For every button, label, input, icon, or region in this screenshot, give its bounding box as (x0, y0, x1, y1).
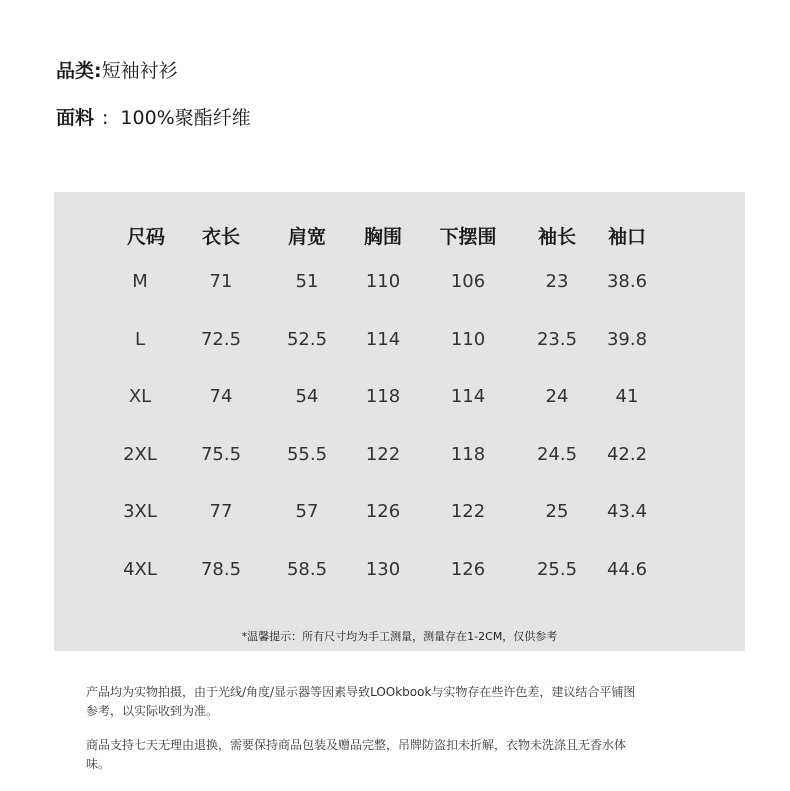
cell-cuff: 42.2 (606, 444, 648, 465)
category-line (56, 59, 178, 83)
cell-sleeve: 24 (545, 386, 569, 407)
cell-chest: 110 (365, 271, 401, 292)
header-sleeve: 袖长 (537, 226, 577, 248)
fabric-label: 面料 (56, 107, 95, 129)
cell-shoulder: 51 (295, 271, 319, 292)
cell-length: 74 (209, 386, 233, 407)
cell-hem: 118 (450, 444, 486, 465)
cell-size: 4XL (123, 559, 157, 580)
cell-chest: 118 (365, 386, 401, 407)
cell-cuff: 43.4 (606, 501, 648, 522)
header-hem: 下摆围 (439, 226, 497, 248)
cell-hem: 122 (450, 501, 486, 522)
cell-size: XL (128, 386, 152, 407)
cell-length: 77 (209, 501, 233, 522)
cell-shoulder: 55.5 (286, 444, 328, 465)
cell-hem: 110 (450, 329, 486, 350)
measurement-tip: *温馨提示：所有尺寸均为手工测量，测量存在1-2CM，仅供参考 (241, 630, 558, 643)
cell-size: L (134, 329, 146, 350)
header-size: 尺码 (126, 226, 166, 248)
cell-length: 71 (209, 271, 233, 292)
cell-size: 2XL (123, 444, 157, 465)
cell-length: 75.5 (200, 444, 242, 465)
cell-shoulder: 57 (295, 501, 319, 522)
fabric-separator: : (102, 107, 109, 129)
cell-sleeve: 25 (545, 501, 569, 522)
cell-sleeve: 24.5 (536, 444, 578, 465)
cell-chest: 126 (365, 501, 401, 522)
cell-chest: 130 (365, 559, 401, 580)
cell-length: 78.5 (200, 559, 242, 580)
cell-size: 3XL (123, 501, 157, 522)
cell-cuff: 41 (615, 386, 639, 407)
cell-hem: 106 (450, 271, 486, 292)
cell-length: 72.5 (200, 329, 242, 350)
header-chest: 胸围 (363, 226, 403, 248)
cell-cuff: 44.6 (606, 559, 648, 580)
fabric-value: 100%聚酯纤维 (120, 107, 251, 129)
cell-chest: 114 (365, 329, 401, 350)
header-length: 衣长 (201, 226, 241, 248)
cell-hem: 114 (450, 386, 486, 407)
color-disclaimer-note: 产品均为实物拍摄，由于光线/角度/显示器等因素导致LOOkbook与实物存在些许色差，建议结合平铺图参考，以实际收到为准。 (86, 685, 636, 718)
fabric-line (56, 106, 251, 130)
cell-cuff: 38.6 (606, 271, 648, 292)
return-policy-note: 商品支持七天无理由退换，需要保持商品包装及赠品完整，吊牌防盗扣未折解，衣物未洗涤且无香水体味。 (86, 738, 627, 771)
header-cuff: 袖口 (607, 226, 647, 248)
cell-chest: 122 (365, 444, 401, 465)
cell-shoulder: 58.5 (286, 559, 328, 580)
header-shoulder: 肩宽 (287, 226, 327, 248)
cell-hem: 126 (450, 559, 486, 580)
cell-cuff: 39.8 (606, 329, 648, 350)
size-chart-panel (54, 192, 745, 651)
category-value: 短袖衬衫 (101, 60, 178, 82)
cell-shoulder: 52.5 (286, 329, 328, 350)
cell-size: M (132, 271, 148, 292)
cell-shoulder: 54 (295, 386, 319, 407)
cell-sleeve: 25.5 (536, 559, 578, 580)
cell-sleeve: 23.5 (536, 329, 578, 350)
cell-sleeve: 23 (545, 271, 569, 292)
category-label: 品类: (56, 60, 102, 82)
